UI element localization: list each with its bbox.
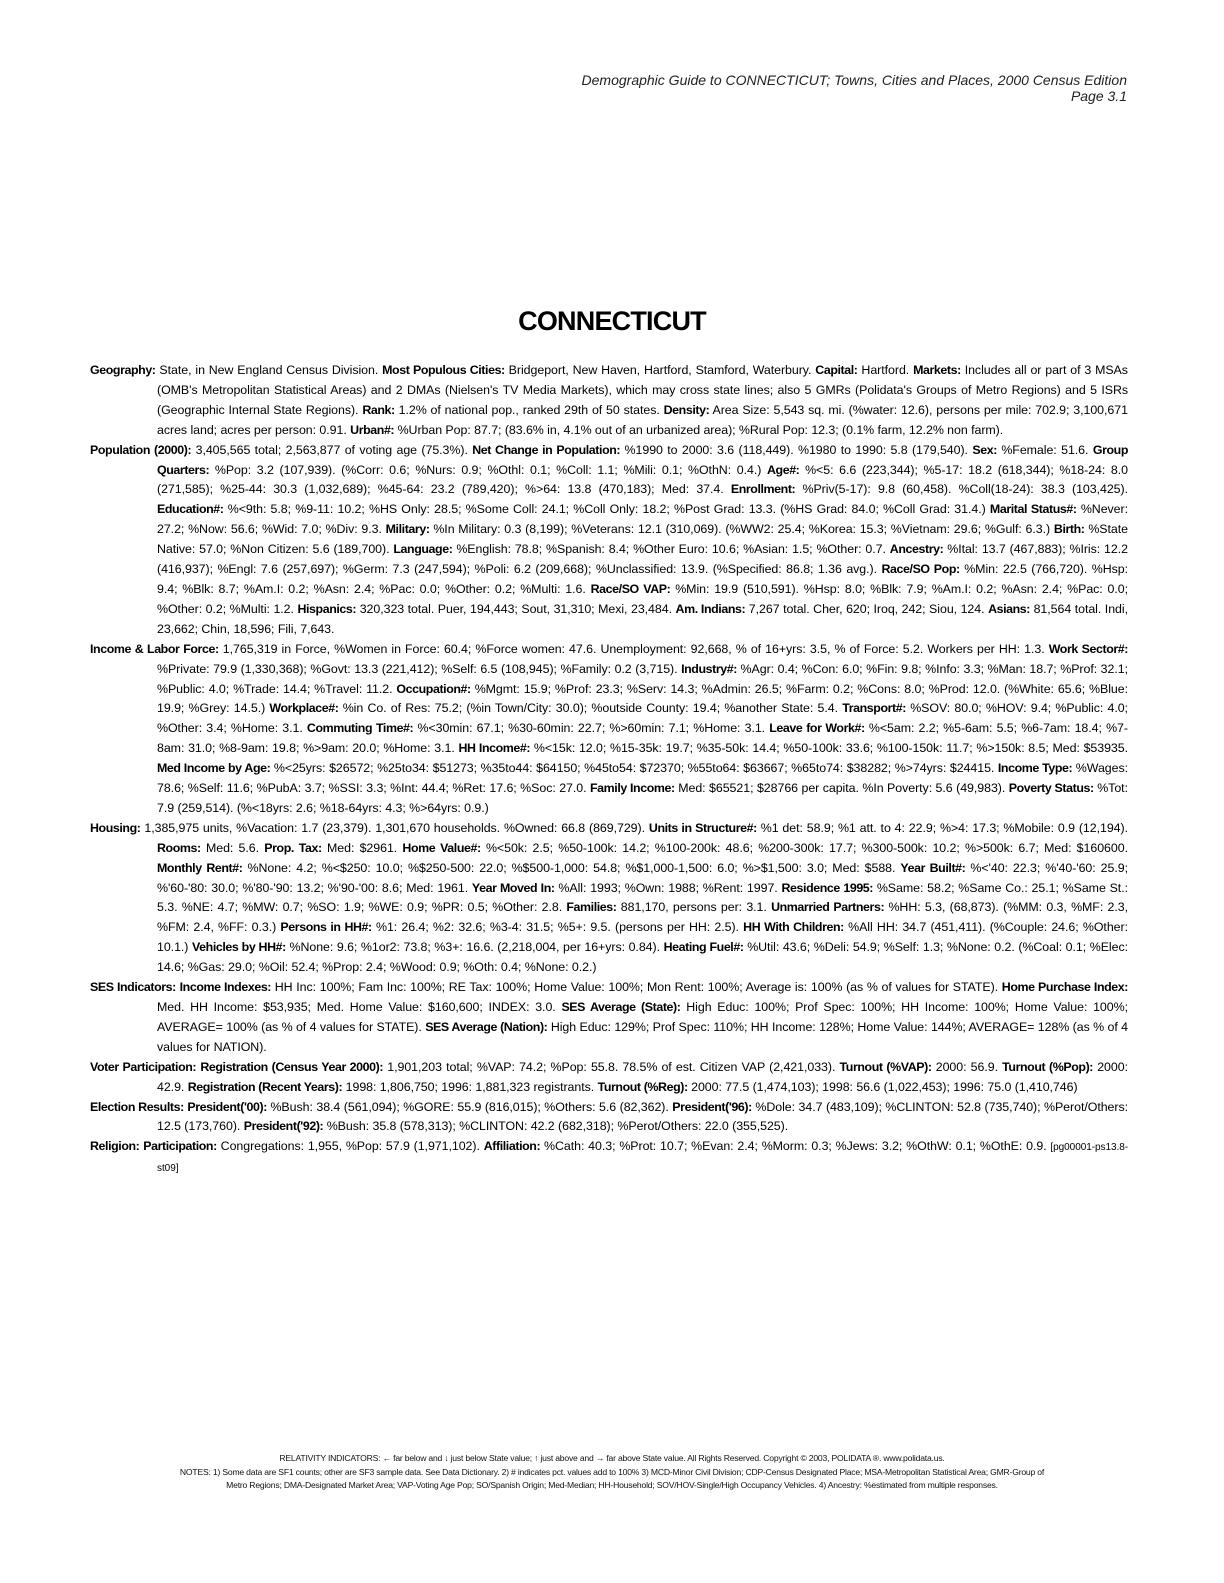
field-label: Home Purchase Index: — [1001, 980, 1128, 995]
field-value: 1,765,319 in Force, %Women in Force: 60.4; %Force women: 47.6. Unemployment: 92,668, % of 16+yrs: 3.5, % of Force: 5.2. Workers per HH: 1.3. — [222, 641, 1045, 656]
field-value: 881,170, persons per: 3.1. — [620, 900, 767, 915]
field-label: President('00): — [187, 1099, 267, 1114]
field-value: %In Military: 0.3 (8,199); %Veterans: 12.1 (310,069). (%WW2: 25.4; %Korea: 15.3; %Vietnam: 29.6; %Gulf: 6.3.) — [433, 522, 1051, 537]
field-value: %English: 78.8; %Spanish: 8.4; %Other Euro: 10.6; %Asian: 1.5; %Other: 0.7. — [456, 542, 886, 557]
field-value: %Urban Pop: 87.7; (83.6% in, 4.1% out of an urbanized area); %Rural Pop: 12.3; (0.1% farm, 12.2% non farm). — [397, 422, 1004, 437]
field-value: 1998: 1,806,750; 1996: 1,881,323 registrants. — [345, 1079, 595, 1094]
section-label: Housing: — [90, 820, 141, 835]
field-label: Work Sector#: — [1048, 641, 1129, 656]
field-label: Language: — [393, 542, 453, 557]
field-value: High Educ: 129%; Prof Spec: 110%; HH Income: 128%; Home Value: 144%; AVERAGE= 128% (as % of 4 values for NATION). — [157, 1019, 1128, 1054]
section-population-2000 — [90, 441, 1128, 640]
field-value: %Female: 51.6. — [1001, 442, 1089, 457]
field-value: %All HH: 34.7 (451,411). (%Couple: 24.6; %Other: 10.1.) — [157, 920, 1128, 955]
field-value: %<9th: 5.8; %9-11: 10.2; %HS Only: 28.5; %Some Coll: 24.1; %Coll Only: 18.2; %Post Grad: 13.3. (%HS Grad: 84.0; %Coll Grad: 31.4.) — [227, 502, 986, 517]
field-label: SES Average (State): — [561, 1000, 681, 1014]
field-value: 81,564 total. Indi, 23,662; Chin, 18,596; Fili, 7,643. — [157, 601, 1128, 636]
field-label: Med Income by Age: — [157, 761, 271, 776]
field-label: Transport#: — [842, 701, 906, 716]
field-value: %Mgmt: 15.9; %Prof: 23.3; %Serv: 14.3; %Admin: 26.5; %Farm: 0.2; %Cons: 8.0; %Prod: 12.0. (%White: 65.6; %Blue: 19.9; %Grey: 14.5.) — [157, 681, 1128, 716]
field-label: Family Income: — [590, 781, 675, 796]
field-value: %<30min: 67.1; %30-60min: 22.7; %>60min: 7.1; %Home: 3.1. — [417, 721, 766, 736]
relativity-indicators-note: RELATIVITY INDICATORS: ← far below and ↓ just below State value; ↑ just above and → far above State value. All Rights Reserved. Copyright © 2003, POLIDATA ®. www.polidata.us. — [279, 1453, 945, 1463]
field-value: 2000: 56.9. — [935, 1059, 998, 1074]
field-value: %Dole: 34.7 (483,109); %CLINTON: 52.8 (735,740); %Perot/Others: 12.5 (173,760). — [157, 1099, 1129, 1134]
section-label: Population (2000): — [90, 442, 192, 457]
field-value: Bridgeport, New Haven, Hartford, Stamford, Waterbury. — [508, 363, 812, 377]
field-value: State, in New England Census Division. — [159, 363, 379, 377]
field-label: Home Value#: — [402, 840, 481, 855]
field-label: Unmarried Partners: — [771, 900, 885, 915]
section-housing — [90, 819, 1128, 978]
field-label: Enrollment: — [730, 482, 796, 497]
field-value: Hartford. — [861, 363, 910, 377]
field-label: Income Indexes: — [179, 980, 272, 995]
notes-line-1: NOTES: 1) Some data are SF1 counts; other are SF3 sample data. See Data Dictionary. 2) # indicates pct. values add to 100% 3) MCD-Minor Civil Division; CDP-Census Designated Place; MSA-Metropolitan Statistical Area; GMR-Group of — [179, 1466, 1045, 1477]
section-election-results — [90, 1098, 1128, 1138]
field-value: %Same: 58.2; %Same Co.: 25.1; %Same St.: 5.3. %NE: 4.7; %MW: 0.7; %SO: 1.9; %WE: 0.9; %PR: 0.5; %Other: 2.8. — [157, 880, 1128, 915]
field-value: 320,323 total. Puer, 194,443; Sout, 31,310; Mexi, 23,484. — [359, 601, 672, 616]
field-label: Workplace#: — [269, 701, 339, 716]
field-label: Density: — [663, 402, 710, 417]
field-value: %<50k: 2.5; %50-100k: 14.2; %100-200k: 48.6; %200-300k: 17.7; %300-500k: 10.2; %>500k: 6.7; Med: $160600. — [485, 840, 1128, 855]
field-value: %Bush: 38.4 (561,094); %GORE: 55.9 (816,015); %Others: 5.6 (82,362). — [270, 1099, 669, 1114]
field-value: %Util: 43.6; %Deli: 54.9; %Self: 1.3; %None: 0.2. (%Coal: 0.1; %Elec: 14.6; %Gas: 29.0; %Oil: 52.4; %Prop: 2.4; %Wood: 0.9; %Oth: 0.4; %None: 0.2.) — [157, 940, 1129, 975]
field-value: %1: 26.4; %2: 32.6; %3-4: 31.5; %5+: 9.5. (persons per HH: 2.5). — [376, 920, 739, 935]
field-label: Rooms: — [157, 840, 201, 855]
field-value: %Cath: 40.3; %Prot: 10.7; %Evan: 2.4; %Morm: 0.3; %Jews: 3.2; %OthW: 0.1; %OthE: 0.9. — [544, 1139, 1047, 1154]
field-value: Includes all or part of 3 MSAs (OMB's Metropolitan Statistical Areas) and 2 DMAs (Nielsen's TV Media Markets), which may cross state lines; also 5 GMRs (Polidata's Groups of Metro Regions) and 5 ISRs (Geographic Internal State Regions). — [157, 363, 1128, 417]
field-label: Registration (Census Year 2000): — [200, 1059, 384, 1074]
field-value: %in Co. of Res: 75.2; (%in Town/City: 30.0); %outside County: 19.4; %another State: 5.4. — [342, 701, 838, 716]
field-value: Med. HH Income: $53,935; Med. Home Value: $160,600; INDEX: 3.0. — [157, 1000, 556, 1014]
page-header — [582, 72, 1127, 104]
field-value: %HH: 5.3, (68,873). (%MM: 0.3, %MF: 2.3, %FM: 2.4, %FF: 0.3.) — [157, 900, 1128, 935]
field-label: Vehicles by HH#: — [192, 940, 286, 955]
field-value: %Min: 22.5 (766,720). %Hsp: 9.4; %Blk: 8.7; %Am.I: 0.2; %Asn: 2.4; %Pac: 0.0; %Other: 0.2; %Multi: 1.6. — [157, 562, 1128, 596]
field-label: Poverty Status: — [1008, 781, 1094, 796]
field-value: 7,267 total. Cher, 620; Iroq, 242; Siou, 124. — [748, 601, 985, 616]
notes-line-2: Metro Regions; DMA-Designated Market Area; VAP-Voting Age Pop; SO/Spanish Origin; Med-Median; HH-Household; SOV/HOV-Single/High Occupancy Vehicles. 4) Ancestry: %estimated from multiple responses. — [226, 1480, 998, 1490]
field-label: Commuting Time#: — [306, 721, 414, 736]
field-value: HH Inc: 100%; Fam Inc: 100%; RE Tax: 100%; Home Value: 100%; Mon Rent: 100%; Average is: 100% (as % of values for STATE). — [274, 980, 999, 995]
field-value: Med: $65521; $28766 per capita. %In Poverty: 5.6 (49,983). — [678, 781, 1006, 796]
field-label: Markets: — [913, 363, 961, 377]
field-value: %1 det: 58.9; %1 att. to 4: 22.9; %>4: 17.3; %Mobile: 0.9 (12,194). — [760, 820, 1128, 835]
page-footer — [92, 1452, 1132, 1493]
field-value: %<15k: 12.0; %15-35k: 19.7; %35-50k: 14.4; %50-100k: 33.6; %100-150k: 11.7; %>150k: 8.5; Med: $53935. — [533, 741, 1129, 756]
field-value: Med: 5.6. — [205, 840, 260, 855]
field-label: HH Income#: — [458, 741, 531, 756]
field-label: Occupation#: — [396, 681, 471, 696]
field-label: Participation: — [143, 1139, 217, 1154]
field-value: 1,901,203 total; %VAP: 74.2; %Pop: 55.8. 78.5% of est. Citizen VAP (2,421,033). — [387, 1059, 836, 1074]
field-label: Urban#: — [350, 422, 395, 437]
section-geography — [90, 361, 1128, 441]
field-label: Most Populous Cities: — [382, 363, 505, 377]
page-title: CONNECTICUT — [518, 306, 706, 336]
profile-body — [90, 361, 1128, 1179]
field-label: Heating Fuel#: — [663, 940, 744, 955]
field-value: %State Native: 57.0; %Non Citizen: 5.6 (189,700). — [157, 522, 1128, 557]
field-label: Monthly Rent#: — [157, 860, 243, 875]
field-value: %1990 to 2000: 3.6 (118,449). %1980 to 1990: 5.8 (179,540). — [624, 442, 968, 457]
field-label: Capital: — [815, 363, 858, 377]
field-value: %Never: 27.2; %Now: 56.6; %Wid: 7.0; %Div: 9.3. — [157, 502, 1128, 537]
page-number: Page 3.1 — [1070, 88, 1127, 104]
field-label: Net Change in Population: — [472, 442, 621, 457]
section-income-labor-force — [90, 640, 1128, 819]
field-label: Group Quarters: — [157, 442, 1128, 477]
field-value: %Wages: 78.6; %Self: 11.6; %PubA: 3.7; %SSI: 3.3; %Int: 44.4; %Ret: 17.6; %Soc: 27.0. — [157, 761, 1129, 796]
field-value: Area Size: 5,543 sq. mi. (%water: 12.6), persons per mile: 702.9; 3,100,671 acres land; acres per person: 0.91. — [157, 402, 1128, 437]
field-value: %None: 4.2; %<$250: 10.0; %$250-500: 22.0; %$500-1,000: 54.8; %$1,000-1,500: 6.0; %>$1,500: 3.0; Med: $588. — [247, 860, 896, 875]
field-label: Leave for Work#: — [769, 721, 865, 736]
section-religion — [90, 1137, 1128, 1179]
field-value: High Educ: 100%; Prof Spec: 100%; HH Income: 100%; Home Value: 100%; AVERAGE= 100% (as % of 4 values for STATE). — [157, 1000, 1128, 1034]
section-label: Religion: — [90, 1139, 140, 1154]
field-label: Registration (Recent Years): — [187, 1079, 343, 1094]
field-label: Units in Structure#: — [648, 820, 757, 835]
field-value: %Private: 79.9 (1,330,368); %Govt: 13.3 (221,412); %Self: 6.5 (108,945); %Family: 0.2 (3,715). — [157, 661, 678, 676]
field-label: Education#: — [157, 502, 224, 517]
field-label: Ancestry: — [889, 542, 944, 557]
field-value: %None: 9.6; %1or2: 73.8; %3+: 16.6. (2,218,004, per 16+yrs: 0.84). — [289, 940, 660, 955]
section-label: Voter Participation: — [90, 1059, 197, 1074]
section-ses-indicators — [90, 978, 1128, 1058]
section-label: SES Indicators: — [90, 980, 176, 995]
section-label: Geography: — [90, 363, 156, 377]
field-value: %<5am: 2.2; %5-6am: 5.5; %6-7am: 18.4; %7-8am: 31.0; %8-9am: 19.8; %>9am: 20.0; %Home: 3.1. — [157, 721, 1128, 756]
field-value: %Priv(5-17): 9.8 (60,458). %Coll(18-24): 38.3 (103,425). — [802, 482, 1128, 497]
field-label: Income Type: — [997, 761, 1073, 776]
field-label: Residence 1995: — [781, 880, 874, 895]
field-value: Med: $2961. — [327, 840, 398, 855]
field-label: Turnout (%Pop): — [1002, 1059, 1094, 1074]
field-label: Industry#: — [681, 661, 737, 676]
field-value: %SOV: 80.0; %HOV: 9.4; %Public: 4.0; %Other: 3.4; %Home: 3.1. — [157, 701, 1128, 736]
field-label: Race/SO Pop: — [881, 562, 960, 577]
field-label: SES Average (Nation): — [425, 1019, 548, 1034]
field-label: Race/SO VAP: — [590, 581, 671, 596]
field-value: 1.2% of national pop., ranked 29th of 50 states. — [398, 402, 660, 417]
field-label: HH With Children: — [743, 920, 844, 935]
field-value: %Bush: 35.8 (578,313); %CLINTON: 42.2 (682,318); %Perot/Others: 22.0 (355,525). — [326, 1119, 789, 1134]
field-label: Turnout (%Reg): — [597, 1079, 688, 1094]
field-value: %Pop: 3.2 (107,939). (%Corr: 0.6; %Nurs: 0.9; %Othl: 0.1; %Coll: 1.1; %Mili: 0.1; %OthN: 0.4.) — [214, 462, 762, 477]
field-label: Hispanics: — [297, 601, 357, 616]
field-label: Persons in HH#: — [280, 920, 372, 935]
section-label: Election Results: — [90, 1099, 184, 1114]
field-label: Families: — [566, 900, 617, 915]
field-value: %Agr: 0.4; %Con: 6.0; %Fin: 9.8; %Info: 3.3; %Man: 18.7; %Prof: 32.1; %Public: 4.0; %Trade: 14.4; %Travel: 11.2. — [157, 661, 1128, 696]
field-label: Prop. Tax: — [264, 840, 322, 855]
field-label: Year Built#: — [900, 860, 966, 875]
field-label: Asians: — [988, 601, 1031, 616]
field-value: %Min: 19.9 (510,591). %Hsp: 8.0; %Blk: 7.9; %Am.I: 0.2; %Asn: 2.4; %Pac: 0.0; %Other: 0.2; %Multi: 1.2. — [157, 581, 1128, 616]
field-value: %<5: 6.6 (223,344); %5-17: 18.2 (618,344); %18-24: 8.0 (271,585); %25-44: 30.3 (1,032,689); %45-64: 23.2 (789,420); %>64: 13.8 (470,183); Med: 37.4. — [157, 462, 1128, 497]
field-value: 3,405,565 total; 2,563,877 of voting age (75.3%). — [195, 442, 468, 457]
field-value: %Ital: 13.7 (467,883); %Iris: 12.2 (416,937); %Engl: 7.6 (257,697); %Germ: 7.3 (247,594); %Poli: 6.2 (209,668); %Unclassified: 13.9. (%Specified: 86.8; 1.36 avg.). — [157, 542, 1128, 577]
field-value: %<'40: 22.3; %'40-'60: 25.9; %'60-'80: 30.0; %'80-'90: 13.2; %'90-'00: 8.6; Med: 1961. — [157, 860, 1128, 895]
field-value: %All: 1993; %Own: 1988; %Rent: 1997. — [558, 880, 778, 895]
field-label: Year Moved In: — [471, 880, 555, 895]
field-value: %<25yrs: $26572; %25to34: $51273; %35to44: $64150; %45to54: $72370; %55to64: $63667; %65to74: $38282; %>74yrs: $24415. — [273, 761, 995, 776]
field-label: Birth: — [1053, 522, 1085, 537]
field-label: Rank: — [362, 402, 395, 417]
field-label: Affiliation: — [483, 1139, 541, 1154]
field-value: Congregations: 1,955, %Pop: 57.9 (1,971,102). — [220, 1139, 480, 1154]
guide-title: Demographic Guide to CONNECTICUT; Towns, Cities and Places, 2000 Census Edition — [581, 72, 1127, 88]
section-voter-participation — [90, 1058, 1128, 1098]
field-label: President('96): — [672, 1099, 752, 1114]
field-value: 2000: 77.5 (1,474,103); 1998: 56.6 (1,022,453); 1996: 75.0 (1,410,746) — [691, 1079, 1078, 1094]
field-label: Turnout (%VAP): — [839, 1059, 932, 1074]
field-value: %Tot: 7.9 (259,514). (%<18yrs: 2.6; %18-64yrs: 4.3; %>64yrs: 0.9.) — [157, 781, 1128, 815]
field-label: Sex: — [972, 442, 997, 457]
field-value: 1,385,975 units, %Vacation: 1.7 (23,379). 1,301,670 households. %Owned: 66.8 (869,729). — [144, 820, 645, 835]
field-label: Marital Status#: — [989, 502, 1077, 517]
field-label: Age#: — [766, 462, 800, 477]
page-code: [pg00001-ps13.8-st09] — [157, 1142, 1129, 1175]
field-label: Am. Indians: — [675, 601, 746, 616]
field-value: 2000: 42.9. — [157, 1059, 1128, 1094]
field-label: President('92): — [243, 1119, 324, 1134]
section-label: Income & Labor Force: — [90, 641, 219, 656]
field-label: Military: — [385, 522, 430, 537]
